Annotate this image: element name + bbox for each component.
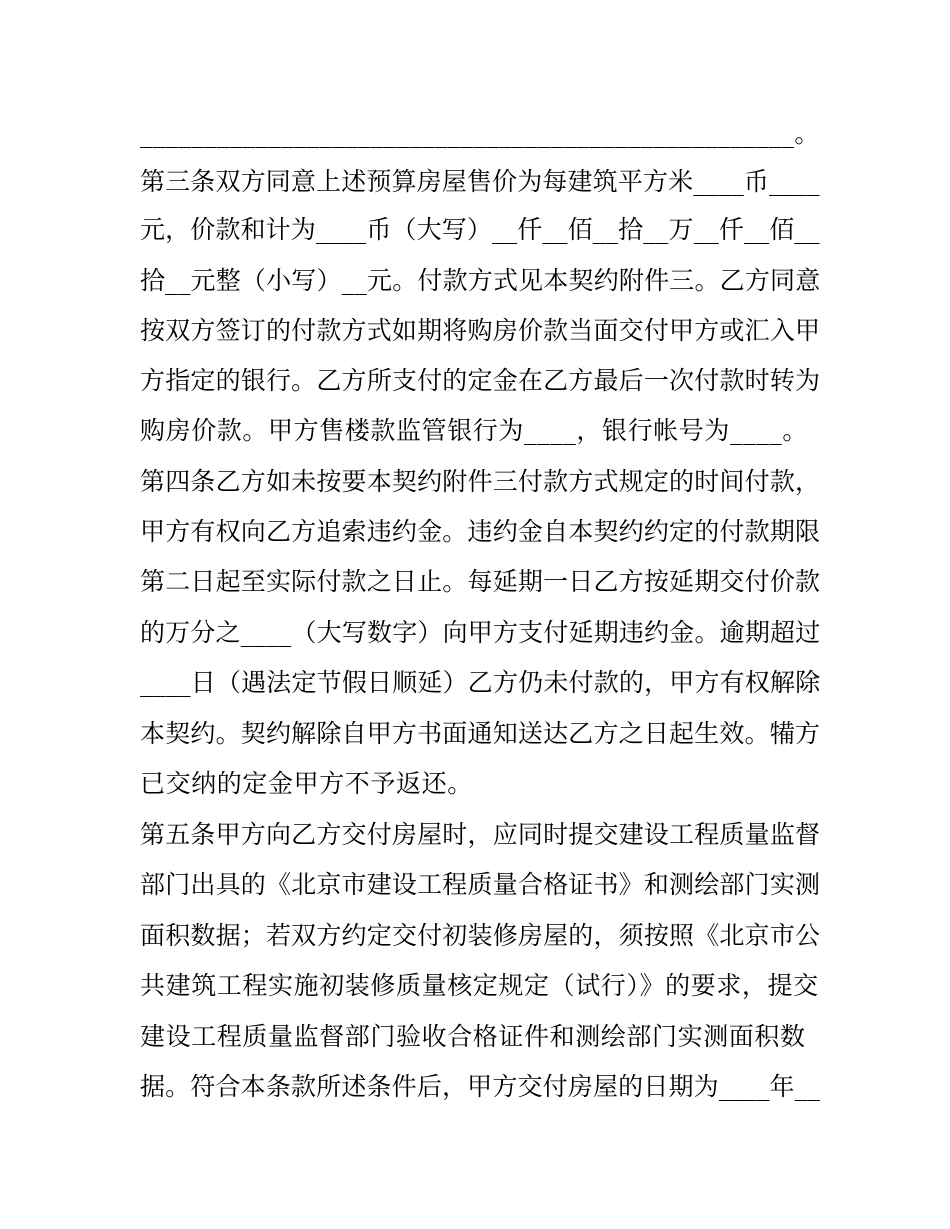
- text-line: 拾__元整（小写）__元。付款方式见本契约附件三。乙方同意: [140, 266, 821, 295]
- text-line: 元，价款和计为____币（大写）__仟__佰__拾__万__仟__佰__: [140, 215, 820, 244]
- text-line: 购房价款。甲方售楼款监管银行为____，银行帐号为____。: [140, 416, 809, 445]
- text-line: 的万分之____（大写数字）向甲方支付延期违约金。逾期超过: [140, 618, 821, 647]
- text-line: 面积数据；若双方约定交付初装修房屋的，须按照《北京市公: [140, 921, 821, 950]
- text-line: 本契约。契约解除自甲方书面通知送达乙方之日起生效。犕方: [140, 719, 821, 748]
- text-line: 第五条甲方向乙方交付房屋时，应同时提交建设工程质量监督: [140, 820, 821, 849]
- text-line: 第二日起至实际付款之日止。每延期一日乙方按延期交付价款: [140, 567, 821, 596]
- text-line: 方指定的银行。乙方所支付的定金在乙方最后一次付款时转为: [140, 366, 821, 395]
- text-line: 按双方签订的付款方式如期将购房价款当面交付甲方或汇入甲: [140, 316, 821, 345]
- text-line: 建设工程质量监督部门验收合格证件和测绘部门实测面积数: [140, 1022, 806, 1051]
- text-line: 部门出具的《北京市建设工程质量合格证书》和测绘部门实测: [140, 870, 821, 899]
- text-line: 据。符合本条款所述条件后，甲方交付房屋的日期为____年__: [140, 1072, 821, 1101]
- text-line: 已交纳的定金甲方不予返还。: [140, 769, 473, 798]
- text-line: 共建筑工程实施初装修质量核定规定（试行）》的要求，提交: [140, 971, 819, 1000]
- text-line: ____日（遇法定节假日顺延）乙方仍未付款的，甲方有权解除: [140, 668, 821, 697]
- text-line: 甲方有权向乙方追索违约金。违约金自本契约约定的付款期限: [140, 517, 821, 546]
- text-line: 第三条双方同意上述预算房屋售价为每建筑平方米____币____: [140, 167, 820, 196]
- text-line: 第四条乙方如未按要本契约附件三付款方式规定的时间付款，: [140, 467, 821, 496]
- text-line: ___________________________________________________。: [140, 119, 820, 148]
